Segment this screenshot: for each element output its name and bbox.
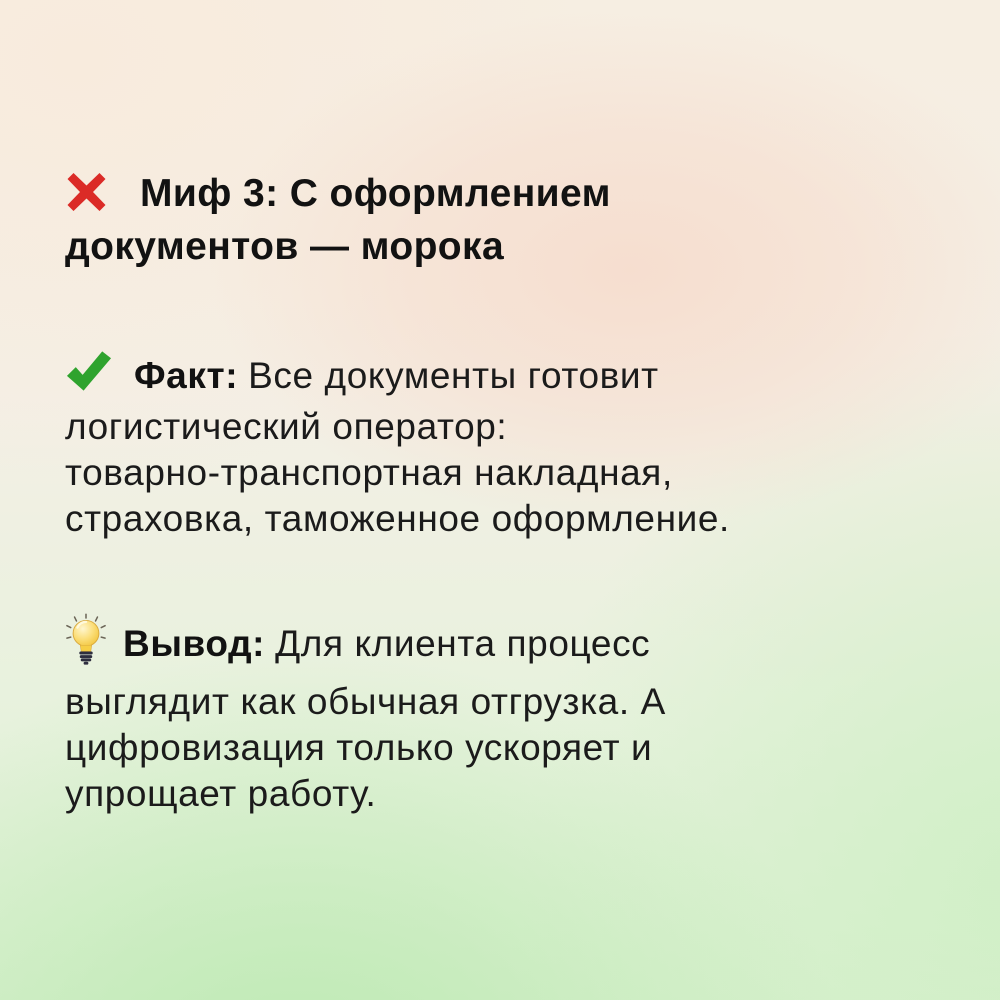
fact-line-2 [65,404,730,450]
fact-text-3: товарно-транспортная накладная, [65,452,673,493]
fact-line-1 [65,349,730,404]
conclusion-line-4 [65,771,666,817]
conclusion-line-1 [65,612,666,679]
conclusion-paragraph [65,612,666,817]
fact-paragraph [65,349,730,542]
conclusion-text-3: цифровизация только ускоряет и [65,727,653,768]
bulb-base [79,651,92,664]
conclusion-text-2: выглядит как обычная отгрузка. А [65,681,666,722]
myth-heading-line-1 [65,170,611,223]
conclusion-line-3 [65,725,666,771]
conclusion-line-2 [65,679,666,725]
myth-heading-text-2: документов — морока [65,225,505,268]
conclusion-text-1: Для клиента процесс [275,623,651,664]
fact-text-4: страховка, таможенное оформление. [65,498,730,539]
cross-mark-icon [65,172,108,223]
myth-heading-line-2 [65,223,611,270]
fact-text-1: Все документы готовит [248,355,659,396]
myth-heading-text-1: Миф 3: С оформлением [140,172,611,215]
light-bulb-icon [65,612,107,679]
conclusion-label: Вывод: [123,623,266,664]
fact-text-2: логистический оператор: [65,406,508,447]
fact-line-4 [65,496,730,542]
conclusion-text-4: упрощает работу. [65,773,377,814]
myth-heading [65,170,611,270]
fact-line-3 [65,450,730,496]
fact-label: Факт: [134,355,239,396]
check-mark-icon [65,349,112,404]
